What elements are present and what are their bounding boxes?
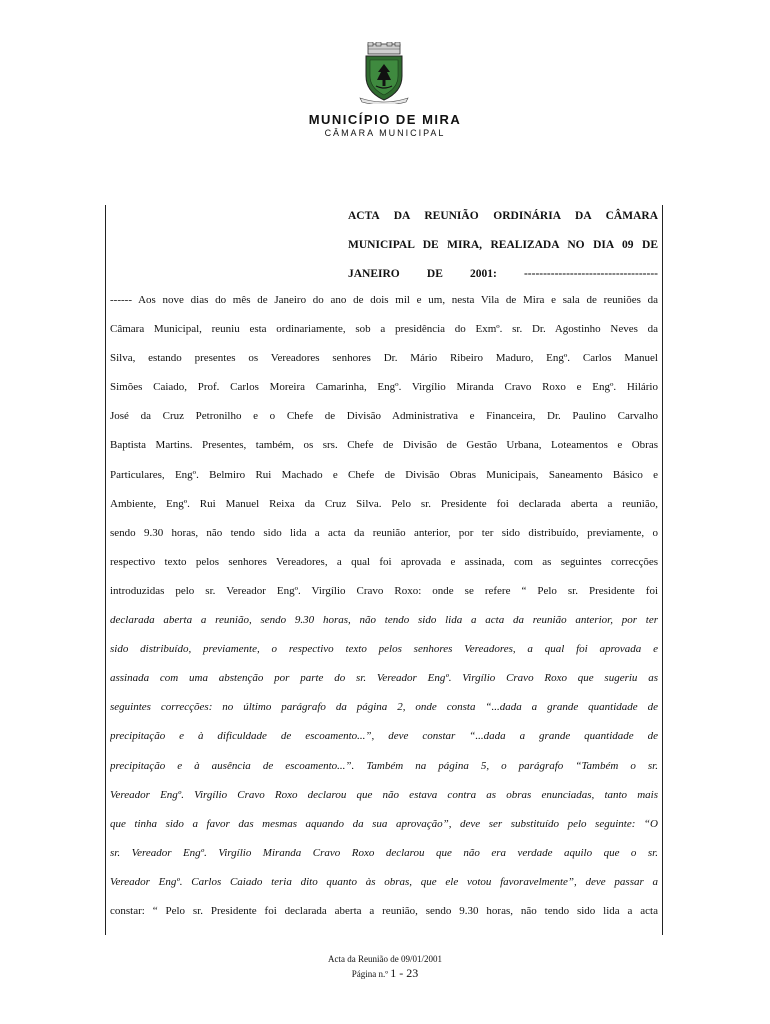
municipal-coat-of-arms-icon <box>354 42 414 104</box>
minutes-heading <box>348 202 658 289</box>
minutes-body <box>110 286 658 926</box>
body-line-italic: sido distribuído, previamente, o respectivo texto pelos senhores Vereadores, a qual foi aprovada e <box>110 643 658 656</box>
right-margin-rule <box>662 205 663 935</box>
body-line: Silva, estando presentes os Vereadores senhores Dr. Mário Ribeiro Maduro, Engº. Carlos Manuel <box>110 352 658 365</box>
heading-line: JANEIRO DE 2001: ----------------------------------- <box>348 268 658 280</box>
body-line: constar: “ Pelo sr. Presidente foi declarada aberta a reunião, sendo 9.30 horas, não tendo sido lida a acta <box>110 904 658 917</box>
body-line: sendo 9.30 horas, não tendo sido lida a acta da reunião anterior, por ter sido distribuído, previamente, o <box>110 526 658 539</box>
footer-page-label: Página n.º <box>351 969 389 979</box>
municipality-title: MUNICÍPIO DE MIRA <box>308 112 462 127</box>
body-line: Baptista Martins. Presentes, também, os srs. Chefe de Divisão de Gestão Urbana, Loteamentos e Obras <box>110 439 658 452</box>
body-line-italic: Vereador Engº. Virgílio Cravo Roxo declarou que não estava contra as obras enunciadas, tanto mais <box>110 788 658 801</box>
body-line-italic: que tinha sido a favor das mesmas aquando da sua aprovação”, deve ser substituído pelo seguinte: “O <box>110 817 658 830</box>
heading-line: MUNICIPAL DE MIRA, REALIZADA NO DIA 09 DE <box>348 239 658 251</box>
body-line: introduzidas pelo sr. Vereador Engº. Virgílio Cravo Roxo: onde se refere “ Pelo sr. Presidente foi <box>110 584 658 597</box>
body-line-italic: sr. Vereador Engº. Virgílio Miranda Cravo Roxo declarou que não era verdade aquilo que o sr. <box>110 846 658 859</box>
body-line: José da Cruz Petronilho e o Chefe de Divisão Administrativa e Financeira, Dr. Paulino Carvalho <box>110 410 658 423</box>
body-line: ------ Aos nove dias do mês de Janeiro do ano de dois mil e um, nesta Vila de Mira e sala de reuniões da <box>110 294 658 306</box>
footer-page-number: 1 - 23 <box>390 966 419 980</box>
left-margin-rule <box>105 205 106 935</box>
council-subtitle: CÂMARA MUNICIPAL <box>324 128 446 138</box>
body-line: Particulares, Engº. Belmiro Rui Machado e Chefe de Divisão Obras Municipais, Saneamento Básico e <box>110 468 658 481</box>
body-line-italic: assinada com uma abstenção por parte do sr. Vereador Engº. Virgílio Cravo Roxo que sugeriu as <box>110 672 658 685</box>
footer-document-label: Acta da Reunião de 09/01/2001 <box>328 954 442 964</box>
body-line: Câmara Municipal, reuniu esta ordinariamente, sob a presidência do Exmº. sr. Dr. Agostinho Neves da <box>110 323 658 336</box>
body-line-italic: precipitação e à dificuldade de escoamento...”, deve constar “...dada a grande quantidade de <box>110 730 658 743</box>
body-line-italic: seguintes correcções: no último parágrafo da página 2, onde consta “...dada a grande quantidade de <box>110 701 658 714</box>
body-line-italic: Vereador Engº. Carlos Caiado teria dito quanto às obras, que ele votou favoravelmente”, deve passar a <box>110 875 658 888</box>
body-line-italic: declarada aberta a reunião, sendo 9.30 horas, não tendo sido lida a acta da reunião anterior, por ter <box>110 614 658 627</box>
footer-page-indicator <box>0 966 770 981</box>
body-line: respectivo texto pelos senhores Vereadores, a qual foi aprovada e assinada, com as seguintes correcções <box>110 555 658 568</box>
body-line: Ambiente, Engº. Rui Manuel Reixa da Cruz Silva. Pelo sr. Presidente foi declarada aberta a reunião, <box>110 497 658 510</box>
body-line: Simões Caiado, Prof. Carlos Moreira Camarinha, Engº. Virgílio Miranda Cravo Roxo e Engº. Hilário <box>110 381 658 394</box>
heading-line: ACTA DA REUNIÃO ORDINÁRIA DA CÂMARA <box>348 210 658 222</box>
body-line-italic: precipitação e à ausência de escoamento...”. Também na página 5, o parágrafo “Também o sr. <box>110 759 658 772</box>
